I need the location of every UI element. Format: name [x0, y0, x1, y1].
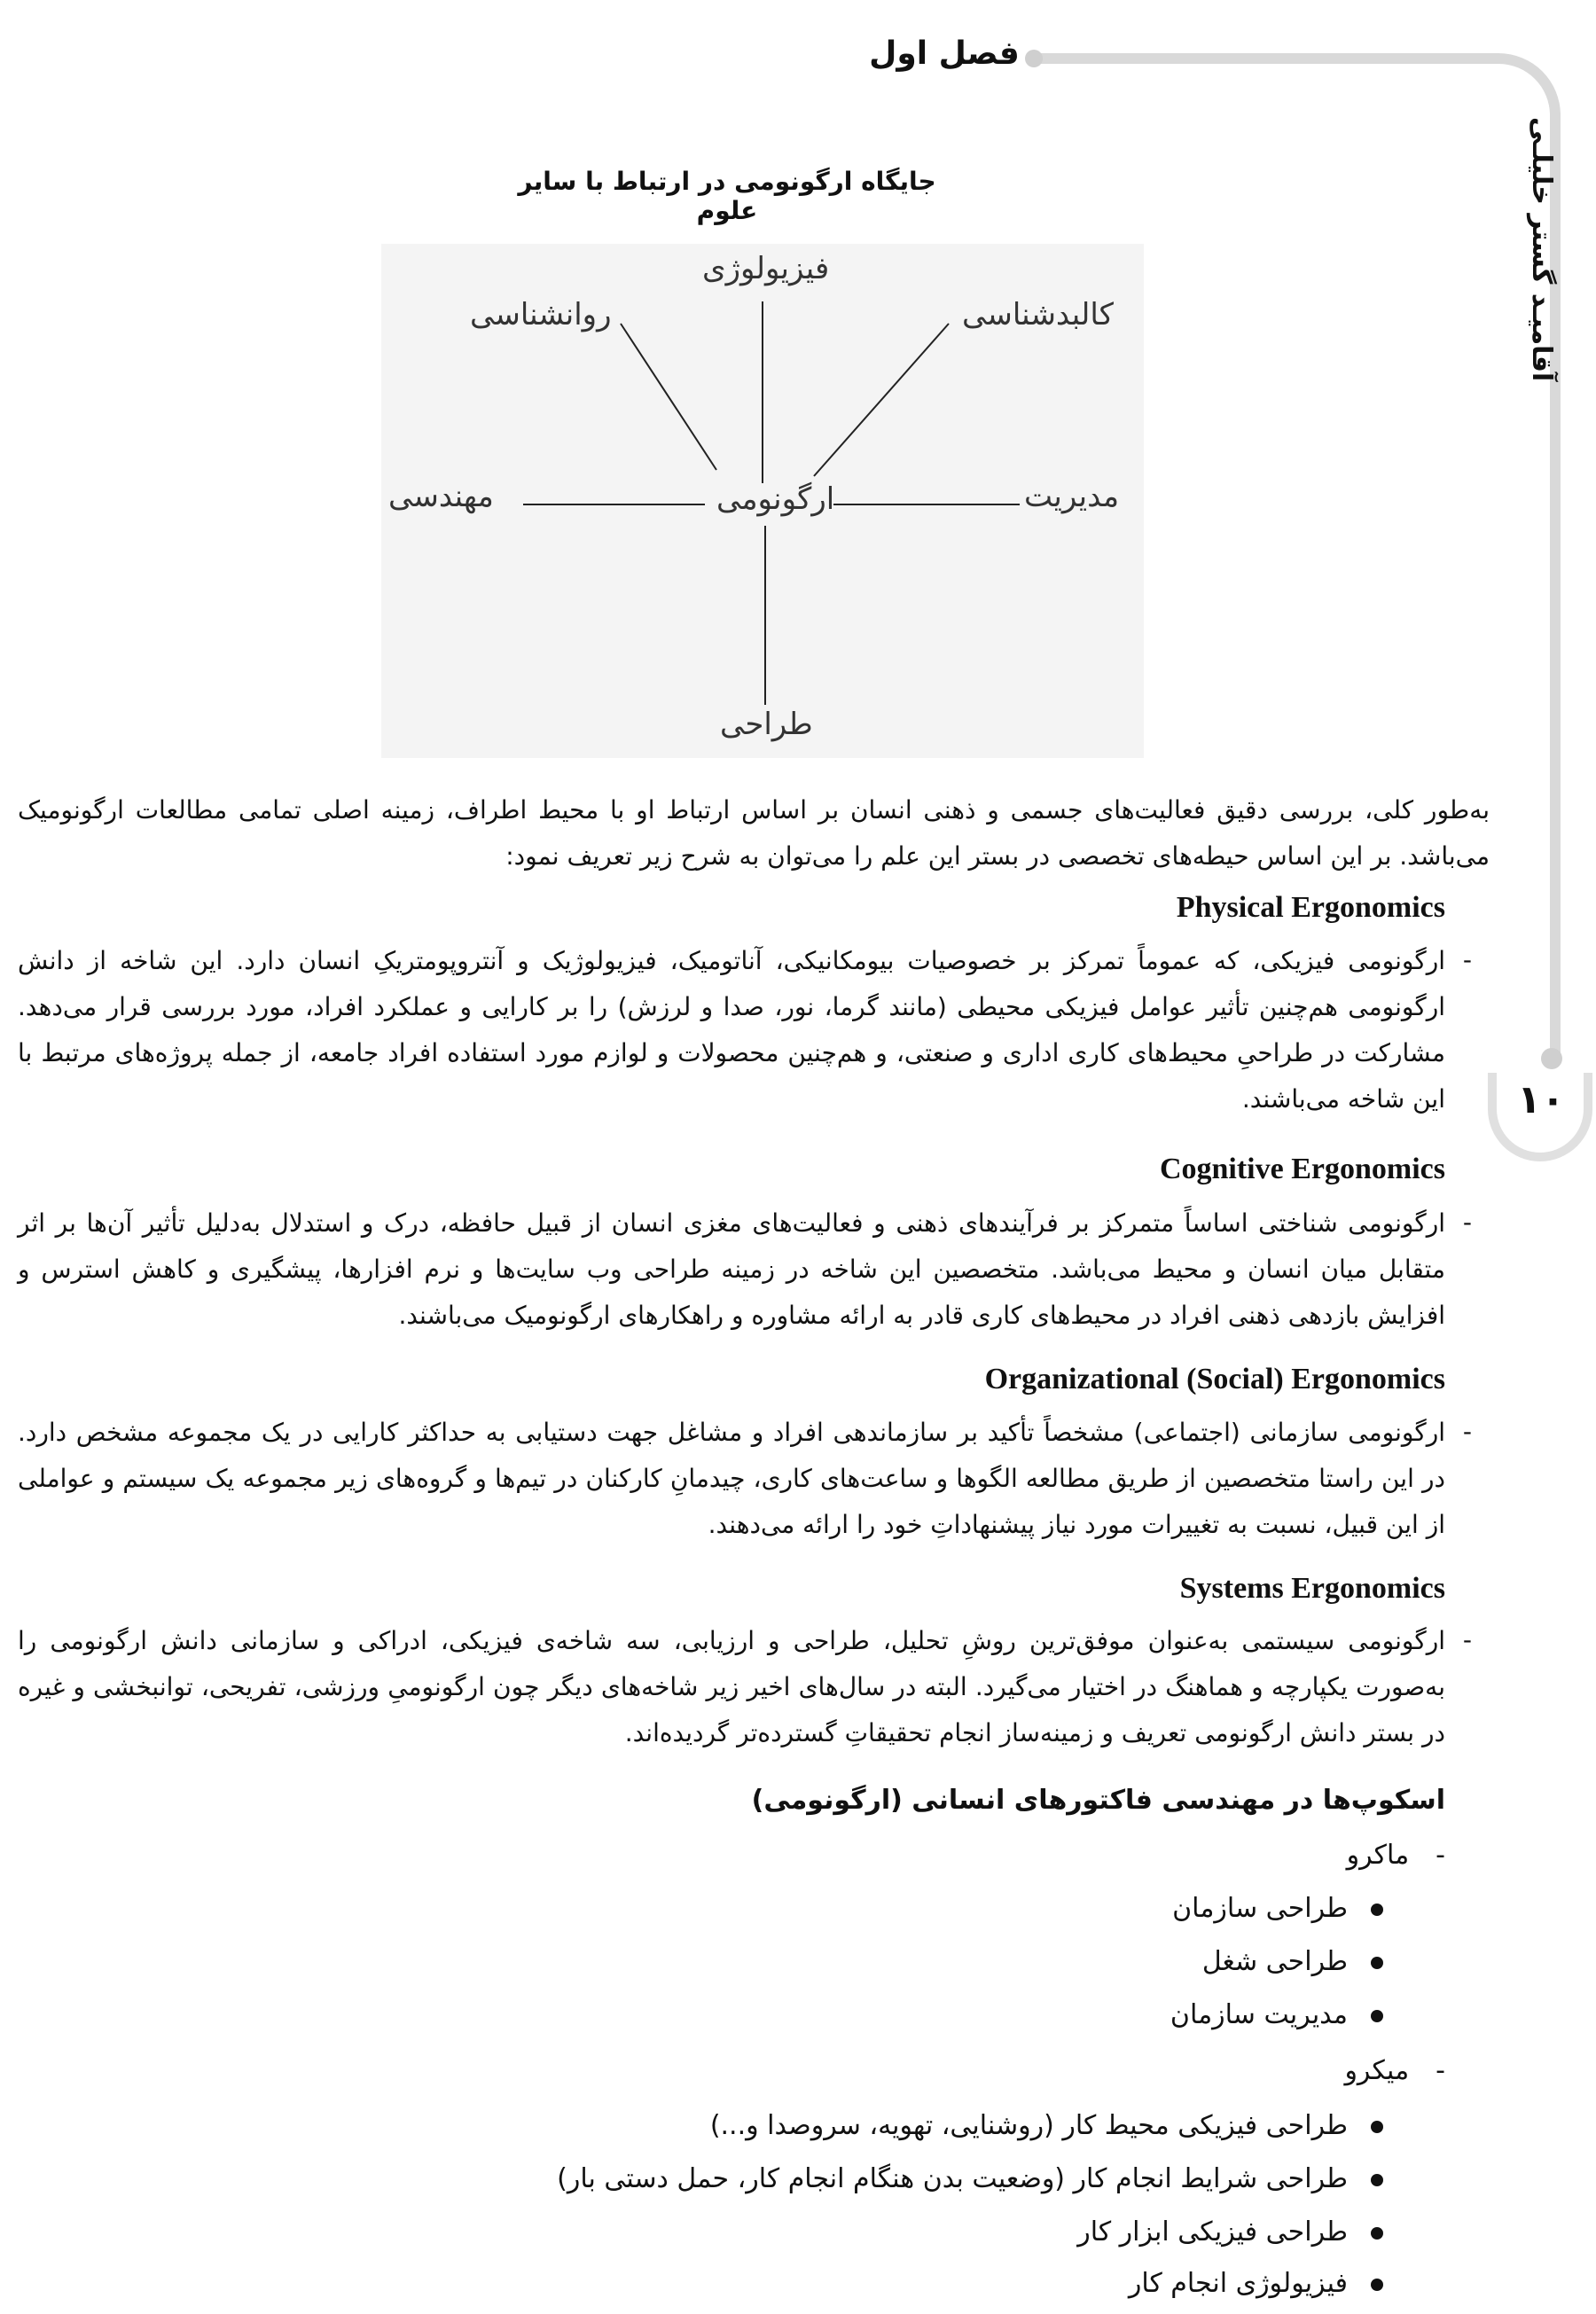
node-anatomy: کالبدشناسی — [962, 297, 1114, 332]
micro-item: طراحی شرایط انجام کار (وضعیت بدن هنگام انجام کار، حمل دستی بار) — [557, 2163, 1383, 2194]
side-book-title: آقامیـد گستر خلیلـی — [1526, 116, 1557, 381]
node-physiology: فیزیولوژی — [702, 251, 830, 286]
micro-label: -میکرو — [1344, 2055, 1445, 2086]
list-dash: - — [1462, 1208, 1472, 1237]
ergonomics-relation-diagram — [381, 244, 1144, 758]
list-dash: - — [1462, 945, 1472, 974]
node-engineering: مهندسی — [388, 479, 494, 514]
list-dash: - — [1462, 1417, 1472, 1446]
section-heading-physical: Physical Ergonomics — [1176, 891, 1445, 924]
section-heading-organizational: Organizational (Social) Ergonomics — [984, 1363, 1445, 1395]
intro-paragraph: به‌طور کلی، بررسی دقیق فعالیت‌های جسمی و ذهنی انسان بر اساس ارتباط او با محیط اطراف، زمینه اصلی تمامی مطالعات ارگونومیک می‌باشد. بر این اساس حیطه‌های تخصصی در بستر این علم را می‌توان به شرح زیر تعریف نمود: — [18, 795, 1490, 871]
frame-dot — [1541, 1048, 1562, 1069]
cognitive-ergonomics-text: ارگونومی شناختی اساساً متمرکز بر فرآیندهای ذهنی و فعالیت‌های مغزی انسان از قبیل حافظه، درک و استدلال به‌دلیل تأثیر آن‌ها بر اثر متقابل میان انسان و محیط می‌باشد. متخصصین این شاخه در زمینه طراحی وب سایت‌ها و نرم افزارها، پیشگیری و کاهش استرس و افزایش بازدهی ذهنی افراد در محیط‌های کاری قادر به ارائه مشاوره و راهکارهای ارگونومیک می‌باشند. — [18, 1208, 1445, 1330]
micro-item: طراحی فیزیکی ابزار کار — [1077, 2216, 1383, 2248]
page-number: ۱۰ — [1517, 1077, 1565, 1122]
macro-item: طراحی شغل — [1202, 1946, 1383, 1977]
frame-dot — [1025, 50, 1043, 67]
macro-item: طراحی سازمان — [1172, 1893, 1383, 1924]
physical-ergonomics-text: ارگونومی فیزیکی، که عموماً تمرکز بر خصوصیات بیومکانیکی، آناتومیک، فیزیولوژیک و آنتروپومتریکِ انسان دارد. این شاخه از دانش ارگونومی هم‌چنین تأثیر عوامل فیزیکی محیطی (مانند گرما، نور، صدا و لرزش) را بر کارایی و عملکرد افراد، مورد بررسی قرار می‌دهد. مشارکت در طراحیِ محیط‌های کاری اداری و صنعتی، و هم‌چنین محصولات و لوازم مورد استفاده افراد جامعه، از جمله پروژه‌های مرتبط با این شاخه می‌باشند. — [18, 946, 1445, 1114]
figure-title: جایگاه ارگونومی در ارتباط با سایر علوم — [518, 167, 936, 225]
systems-ergonomics-text: ارگونومی سیستمی به‌عنوان موفق‌ترین روشِ تحلیل، طراحی و ارزیابی، سه شاخه‌ی فیزیکی، ادراکی و سازمانی دانش ارگونومی را به‌صورت یکپارچه و هماهنگ در اختیار می‌گیرد. البته در سال‌های اخیر زیر شاخه‌های دیگر چون ارگونومیِ ورزشی، تفریحی، توانبخشی و غیره در بستر دانش ارگونومی تعریف و زمینه‌ساز انجام تحقیقاتِ گسترده‌تر گردیده‌اند. — [18, 1626, 1445, 1747]
node-ergonomics-center: ارگونومی — [716, 481, 835, 517]
macro-label: -ماکرو — [1346, 1840, 1445, 1871]
section-heading-systems: Systems Ergonomics — [1179, 1572, 1445, 1605]
chapter-title: فصل اول — [869, 35, 1020, 72]
organizational-ergonomics-text: ارگونومی سازمانی (اجتماعی) مشخصاً تأکید بر سازماندهی افراد و مشاغل جهت دستیابی به حداکثر کارایی در یک مجموعه مشخص دارد. در این راستا متخصصین از طریق مطالعه الگوها و ساعت‌های کاری، چیدمانِ کارکنان در تیم‌ها و گروه‌های زیر مجموعه یک سیستم و عواملی از این قبیل، نسبت به تغییرات مورد نیاز پیشنهاداتِ خود را ارائه می‌دهند. — [18, 1418, 1445, 1539]
scopes-title: اسکوپ‌ها در مهندسی فاکتورهای انسانی (ارگونومی) — [751, 1785, 1445, 1816]
micro-item: طراحی فیزیکی محیط کار (روشنایی، تهویه، سروصدا و...) — [710, 2110, 1383, 2141]
node-psychology: روانشناسی — [470, 297, 612, 332]
macro-item: مدیریت سازمان — [1170, 1999, 1383, 2030]
section-heading-cognitive: Cognitive Ergonomics — [1159, 1153, 1445, 1185]
list-dash: - — [1462, 1625, 1472, 1654]
node-management: مدیریت — [1024, 479, 1120, 514]
node-design: طراحی — [720, 707, 813, 742]
micro-item: فیزیولوژی انجام کار — [1129, 2268, 1383, 2299]
